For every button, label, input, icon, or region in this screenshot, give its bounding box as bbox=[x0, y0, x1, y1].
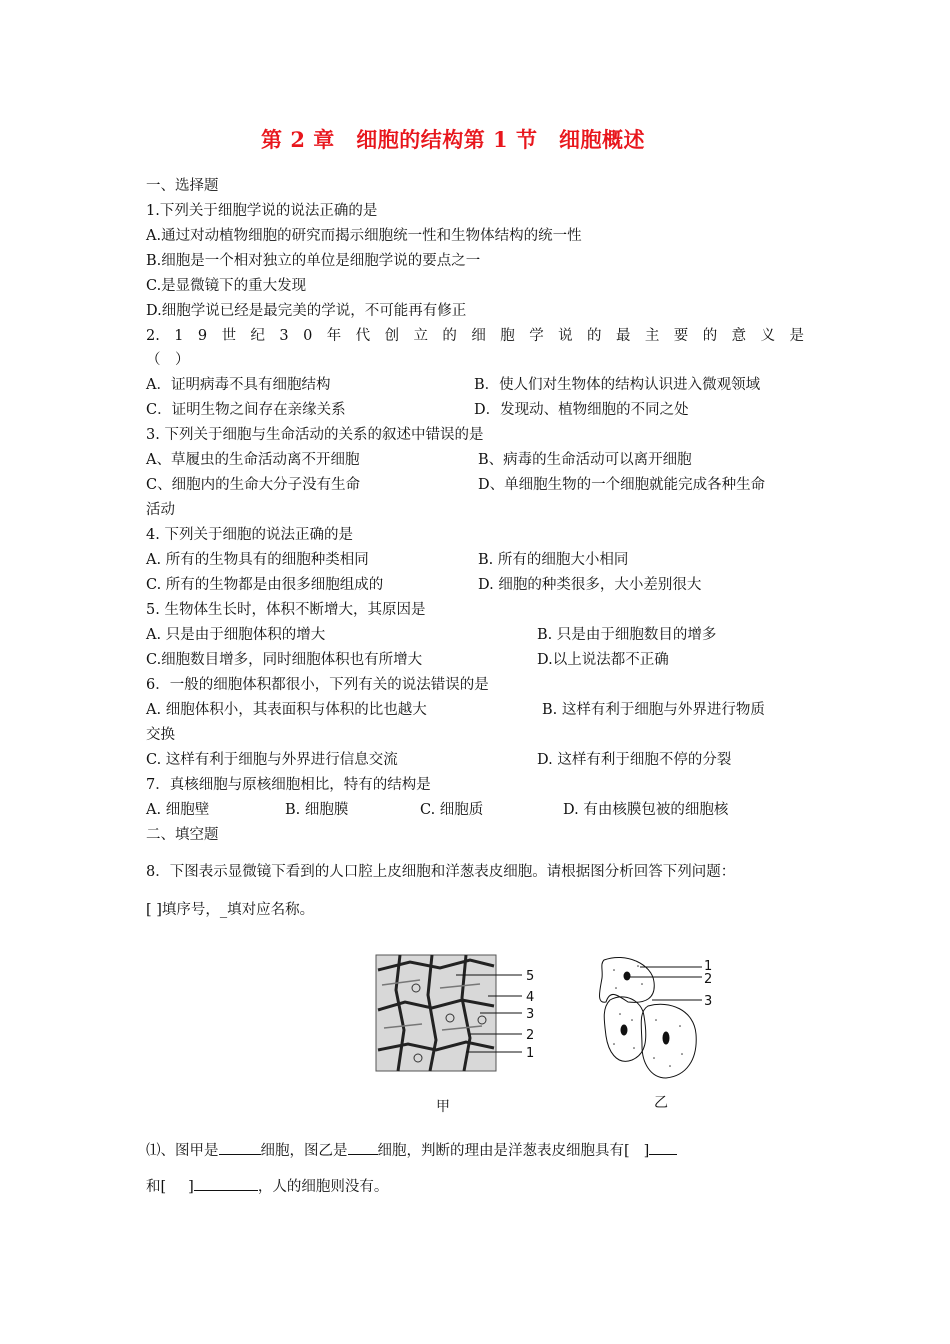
q8-stem: 8．下图表示显微镜下看到的人口腔上皮细胞和洋葱表皮细胞。请根据图分析回答下列问题： bbox=[146, 864, 736, 880]
q6-option-b-continued: 交换 bbox=[146, 727, 175, 743]
q8-sub1-text: 细胞，判断的理由是洋葱表皮细胞具有[ bbox=[377, 1143, 630, 1159]
q2-char: 代 bbox=[355, 328, 371, 344]
onion-label-2: 2 bbox=[526, 1028, 535, 1043]
cell-diagram bbox=[370, 950, 730, 1120]
q4-option-a: A. 所有的生物具有的细胞种类相同 bbox=[146, 552, 369, 568]
q2-char: 学 bbox=[529, 328, 544, 344]
q4-option-b: B. 所有的细胞大小相同 bbox=[478, 552, 629, 568]
q5-option-d: D.以上说法都不正确 bbox=[537, 652, 669, 668]
onion-label-1: 1 bbox=[526, 1046, 535, 1061]
q8-sub1-line1 bbox=[146, 1140, 677, 1161]
q2-char: 9 bbox=[197, 328, 208, 344]
q2-char: 是 bbox=[789, 328, 804, 344]
q6-option-a: A. 细胞体积小，其表面积与体积的比也越大 bbox=[146, 702, 427, 718]
cheek-label-1: 1 bbox=[704, 959, 713, 974]
figure-caption-yi: 乙 bbox=[654, 1095, 668, 1111]
q4-stem: 4. 下列关于细胞的说法正确的是 bbox=[146, 527, 353, 543]
onion-label-5: 5 bbox=[526, 969, 535, 984]
q2-option-a: A．证明病毒不具有细胞结构 bbox=[146, 377, 331, 393]
q8-sub1-text: 和[ bbox=[146, 1179, 167, 1195]
q7-option-b: B. 细胞膜 bbox=[285, 802, 349, 818]
q2-char: 最 bbox=[615, 328, 631, 344]
cheek-label-2: 2 bbox=[704, 972, 713, 987]
q1-stem: 1.下列关于细胞学说的说法正确的是 bbox=[146, 203, 378, 219]
q7-option-c: C. 细胞质 bbox=[420, 802, 484, 818]
q7-option-d: D. 有由核膜包被的细胞核 bbox=[563, 802, 729, 818]
q5-option-a: A. 只是由于细胞体积的增大 bbox=[146, 627, 326, 643]
q2-option-c: C．证明生物之间存在亲缘关系 bbox=[146, 402, 346, 418]
q2-char: 义 bbox=[760, 328, 776, 344]
q4-option-d: D. 细胞的种类很多，大小差别很大 bbox=[478, 577, 702, 593]
q8-sub1-text: 细胞，图乙是 bbox=[260, 1143, 348, 1159]
cheek-cells bbox=[600, 957, 697, 1078]
q2-char: 说 bbox=[558, 328, 573, 344]
section-fill-heading: 二、填空题 bbox=[146, 827, 219, 843]
q7-option-a: A. 细胞壁 bbox=[146, 802, 210, 818]
cell-figure bbox=[370, 950, 730, 1120]
q1-option-c: C.是显微镜下的重大发现 bbox=[146, 278, 307, 294]
cheek-labels bbox=[704, 959, 712, 1009]
q2-char: 0 bbox=[303, 328, 313, 344]
q8-sub1-text: ] bbox=[643, 1143, 650, 1159]
q8-instruction: [ ]填序号，_填对应名称。 bbox=[146, 902, 315, 918]
q2-char: 胞 bbox=[500, 328, 515, 344]
q2-char: 细 bbox=[471, 328, 486, 344]
q2-char: 意 bbox=[731, 328, 747, 344]
q6-option-d: D. 这样有利于细胞不停的分裂 bbox=[537, 752, 732, 768]
figure-caption-jia: 甲 bbox=[436, 1099, 450, 1115]
cheek-cell-cytoplasm-dots bbox=[613, 965, 683, 1067]
onion-epidermis-micrograph bbox=[376, 955, 496, 1071]
page-title: 第 2 章 细胞的结构第 1 节 细胞概述 bbox=[261, 127, 645, 152]
q2-char: 1 bbox=[174, 328, 184, 344]
q3-option-d: D、单细胞生物的一个细胞就能完成各种生命 bbox=[478, 477, 766, 493]
onion-label-3: 3 bbox=[526, 1007, 535, 1022]
q2-char: 的 bbox=[702, 328, 718, 344]
q6-stem: 6．一般的细胞体积都很小，下列有关的说法错误的是 bbox=[146, 677, 489, 693]
q2-option-b: B．使人们对生物体的结构认识进入微观领域 bbox=[474, 377, 761, 393]
q2-char: 2. bbox=[146, 328, 160, 344]
cheek-pointer-lines bbox=[630, 967, 702, 1000]
q5-option-c: C.细胞数目增多，同时细胞体积也有所增大 bbox=[146, 652, 423, 668]
q2-char: 创 bbox=[384, 328, 400, 344]
q3-option-d-continued: 活动 bbox=[146, 502, 175, 518]
q2-char: 世 bbox=[221, 328, 237, 344]
answer-blank[interactable] bbox=[194, 1176, 258, 1191]
q8-sub1-line2 bbox=[146, 1176, 388, 1197]
answer-blank[interactable] bbox=[348, 1140, 378, 1155]
q1-option-d: D.细胞学说已经是最完美的学说，不可能再有修正 bbox=[146, 303, 467, 319]
q3-option-c: C、细胞内的生命大分子没有生命 bbox=[146, 477, 361, 493]
q4-option-c: C. 所有的生物都是由很多细胞组成的 bbox=[146, 577, 384, 593]
q2-char: 3 bbox=[279, 328, 289, 344]
q2-char: 的 bbox=[442, 328, 457, 344]
q2-char: 要 bbox=[673, 328, 689, 344]
q2-char: 的 bbox=[587, 328, 602, 344]
q8-sub1-text: ，人的细胞则没有。 bbox=[257, 1179, 389, 1195]
q6-option-b: B. 这样有利于细胞与外界进行物质 bbox=[542, 702, 765, 718]
onion-labels bbox=[526, 969, 534, 1061]
q2-stem bbox=[146, 326, 804, 346]
q8-sub1-text: ⑴、图甲是 bbox=[146, 1143, 219, 1159]
answer-blank[interactable] bbox=[219, 1140, 261, 1155]
answer-blank[interactable] bbox=[649, 1140, 677, 1155]
q8-sub1-text: ] bbox=[188, 1179, 194, 1195]
onion-label-4: 4 bbox=[526, 990, 535, 1005]
q1-option-b: B.细胞是一个相对独立的单位是细胞学说的要点之一 bbox=[146, 253, 481, 269]
q2-char: 主 bbox=[644, 328, 660, 344]
q3-option-a: A、草履虫的生命活动离不开细胞 bbox=[146, 452, 360, 468]
q7-stem: 7．真核细胞与原核细胞相比，特有的结构是 bbox=[146, 777, 431, 793]
q3-option-b: B、病毒的生命活动可以离开细胞 bbox=[478, 452, 692, 468]
q6-option-c: C. 这样有利于细胞与外界进行信息交流 bbox=[146, 752, 398, 768]
q2-char: 立 bbox=[413, 328, 428, 344]
q2-char: 年 bbox=[326, 328, 342, 344]
cheek-label-3: 3 bbox=[704, 994, 713, 1009]
q5-stem: 5. 生物体生长时，体积不断增大，其原因是 bbox=[146, 602, 426, 618]
q5-option-b: B. 只是由于细胞数目的增多 bbox=[537, 627, 717, 643]
q3-stem: 3. 下列关于细胞与生命活动的关系的叙述中错误的是 bbox=[146, 427, 484, 443]
q1-option-a: A.通过对动植物细胞的研究而揭示细胞统一性和生物体结构的统一性 bbox=[146, 228, 582, 244]
q2-char: 纪 bbox=[250, 328, 265, 344]
q2-option-d: D．发现动、植物细胞的不同之处 bbox=[474, 402, 689, 418]
q2-answer-paren: （ ） bbox=[146, 352, 190, 368]
section-choice-heading: 一、选择题 bbox=[146, 178, 219, 194]
